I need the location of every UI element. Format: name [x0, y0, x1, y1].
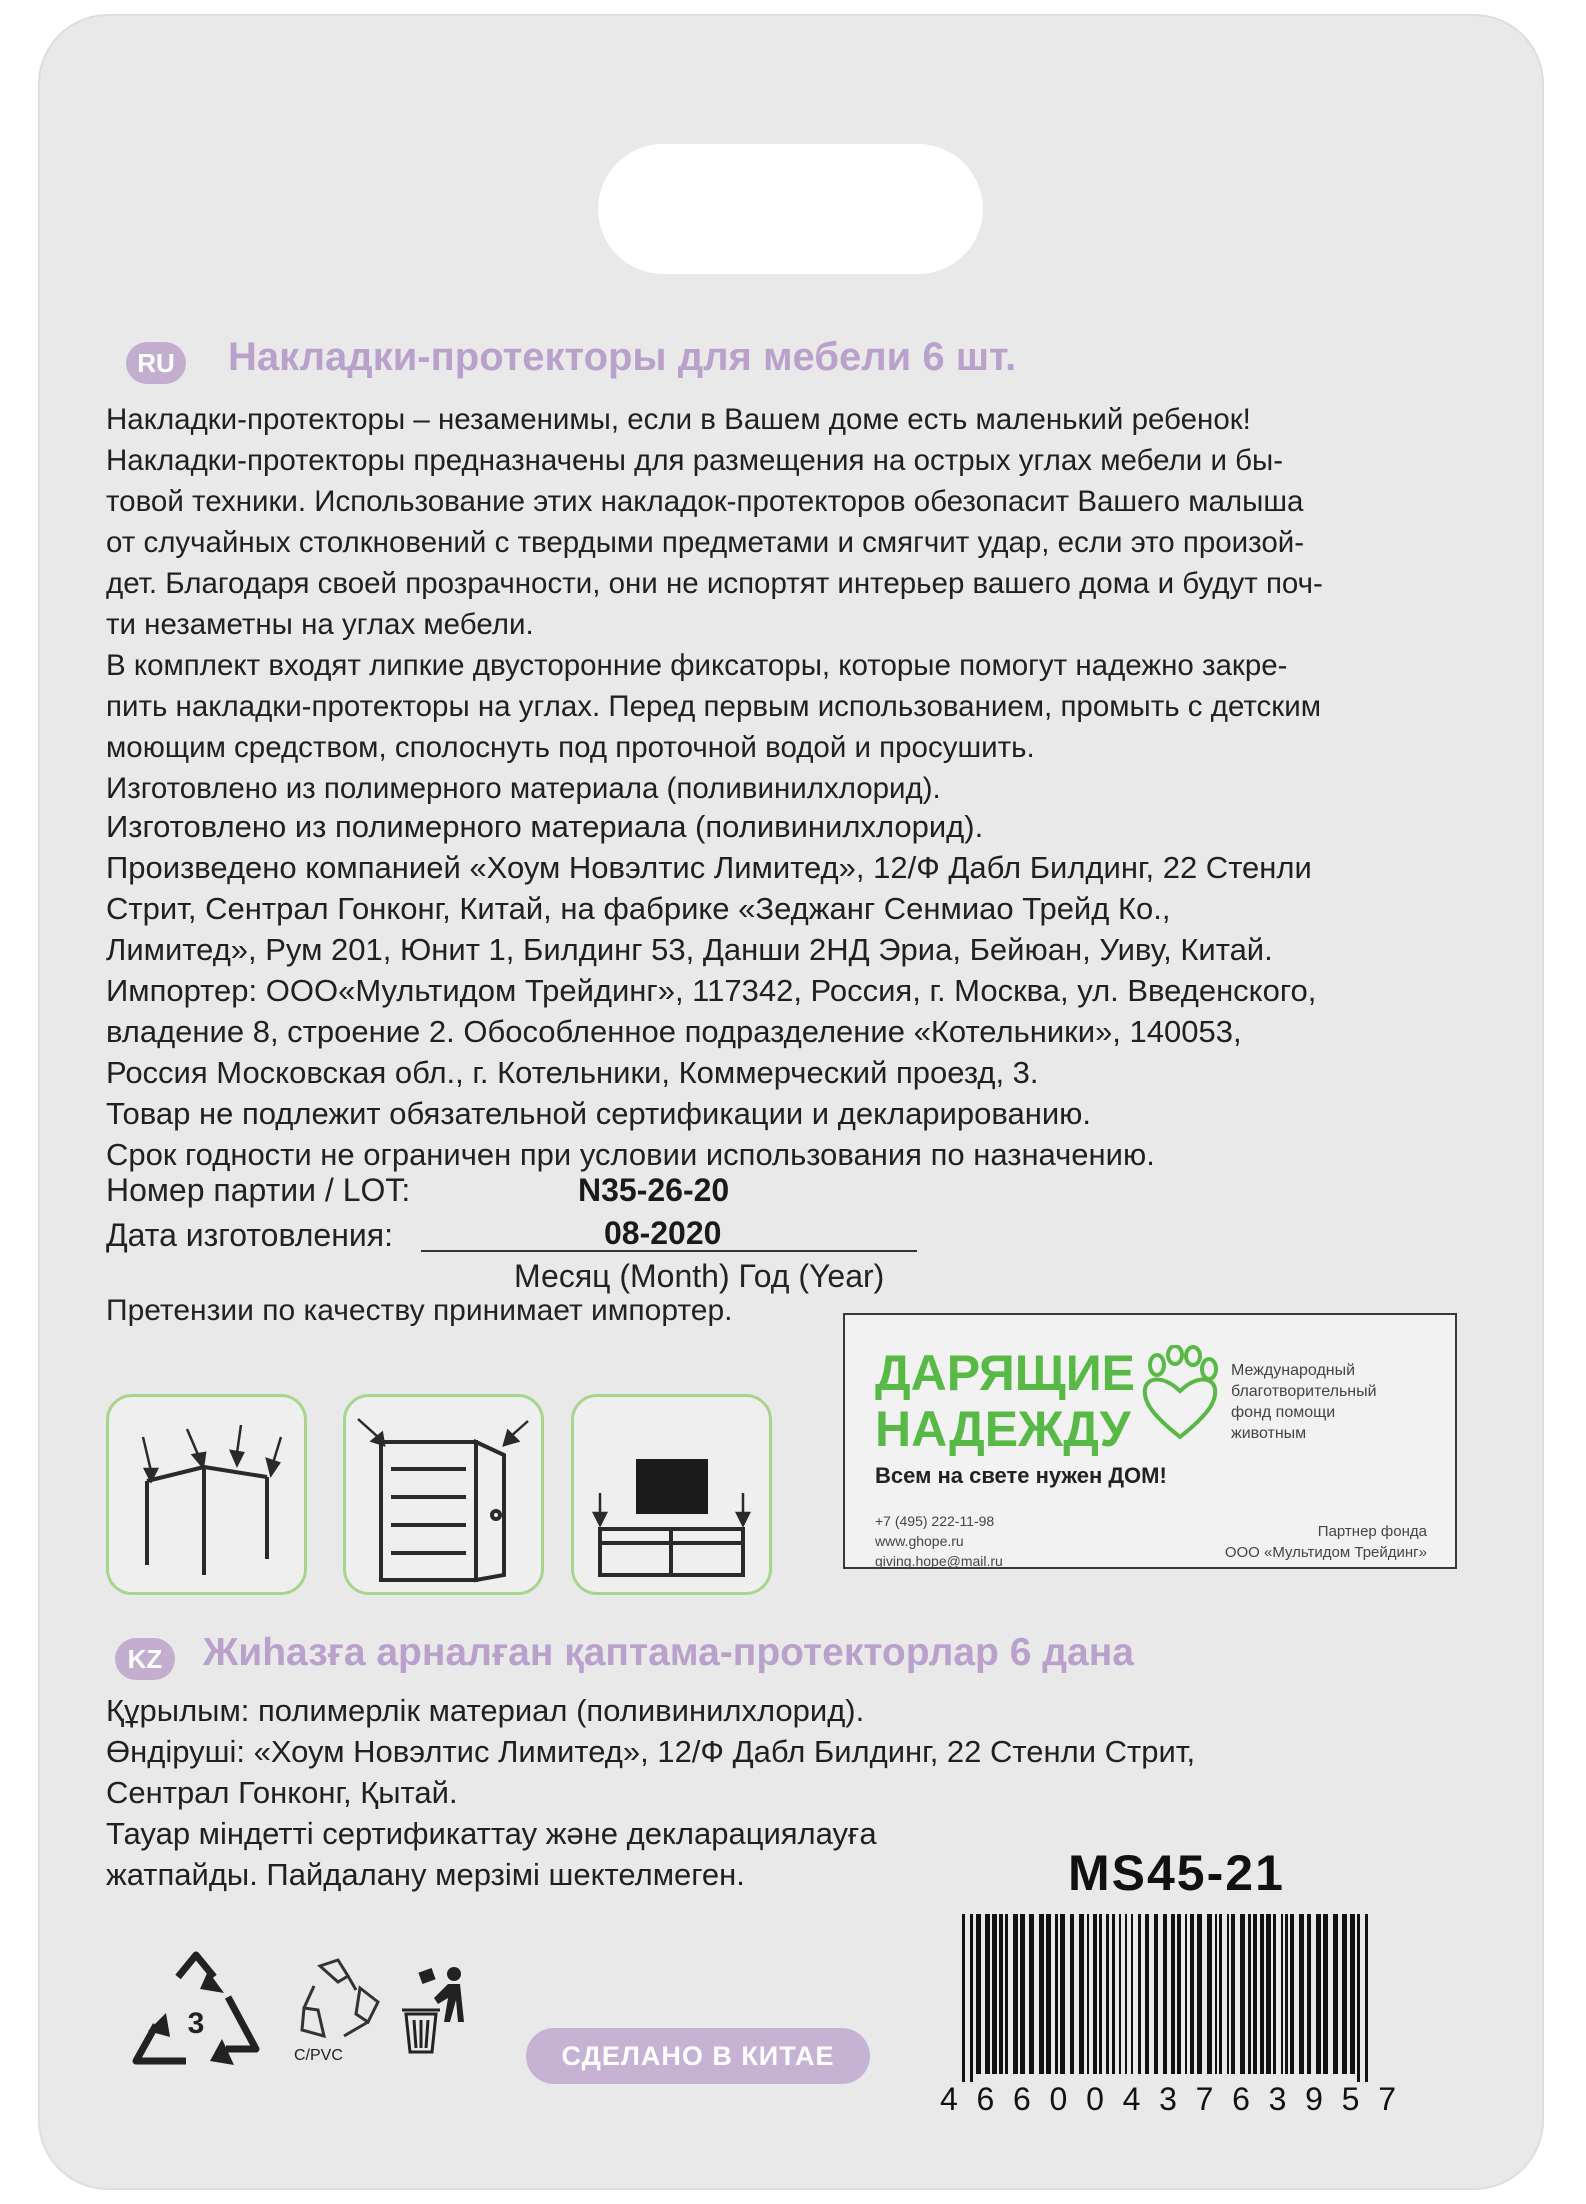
ru-manufacturer-info: [106, 806, 1316, 1175]
barcode-bar: [1281, 1914, 1283, 2074]
kz-line: Өндіруші: «Хоум Новэлтис Лимитед», 12/Ф Дабл Билдинг, 22 Стенли Стрит,: [106, 1734, 1196, 1769]
fund-site: www.ghope.ru: [875, 1533, 964, 1549]
ru-line: Накладки-протекторы – незаменимы, если в Вашем доме есть маленький ребенок!: [106, 403, 1251, 436]
barcode-bar: [1163, 1914, 1167, 2074]
barcode-digits: 4660043763957: [940, 2081, 1396, 2114]
barcode-bar: [1070, 1914, 1074, 2074]
barcode-bar: [1112, 1914, 1115, 2074]
lot-value: N35-26-20: [578, 1172, 730, 1208]
kz-line: жатпайды. Пайдалану мерзімі шектелмеген.: [106, 1857, 745, 1892]
date-value: 08-2020: [604, 1215, 722, 1251]
barcode-bar: [1171, 1914, 1175, 2074]
kz-line: Сентрал Гонконг, Қытай.: [106, 1775, 458, 1810]
barcode-bar: [1253, 1914, 1257, 2074]
fund-partner: [1225, 1521, 1427, 1563]
ru-line: Лимитед», Рум 201, Юнит 1, Билдинг 53, Данши 2НД Эриа, Бейюан, Уиву, Китай.: [106, 932, 1273, 967]
made-in-badge: СДЕЛАНО В КИТАЕ: [526, 2028, 870, 2084]
ru-title: Накладки-протекторы для мебели 6 шт.: [228, 335, 1017, 379]
date-label: Дата изготовления:: [106, 1217, 393, 1253]
ru-line: Произведено компанией «Хоум Новэлтис Лимитед», 12/Ф Дабл Билдинг, 22 Стенли: [106, 850, 1312, 885]
barcode-bar: [1138, 1914, 1141, 2074]
barcode-bar: [1125, 1914, 1127, 2074]
barcode-bar: [1154, 1914, 1158, 2074]
barcode-bar: [1307, 1914, 1311, 2074]
barcode-bar: [1231, 1914, 1235, 2074]
barcode-bar: [1299, 1914, 1304, 2074]
date-underline: [421, 1250, 917, 1252]
barcode-bar: [1145, 1914, 1149, 2074]
ru-line: дет. Благодаря своей прозрачности, они не испортят интерьер вашего дома и будут поч-: [106, 567, 1323, 600]
barcode-bar: [1190, 1914, 1194, 2074]
cabinet-usage-icon: [343, 1394, 544, 1595]
model-number: MS45-21: [1068, 1845, 1285, 1901]
barcode-bar: [1177, 1914, 1181, 2074]
ru-line: Стрит, Сентрал Гонконг, Китай, на фабрике «Зеджанг Сенмиао Трейд Ко.,: [106, 891, 1171, 926]
barcode-bar: [1357, 1914, 1360, 2082]
ru-description: [106, 399, 1323, 809]
tidyman-icon: [398, 1964, 476, 2056]
barcode-bar: [1060, 1914, 1065, 2074]
recycle-label: C/PVC: [294, 2047, 343, 2064]
fund-side-line: благотворительный: [1231, 1383, 1377, 1400]
barcode-bar: [1323, 1914, 1328, 2074]
fund-slogan: Всем на свете нужен ДОМ!: [875, 1463, 1167, 1488]
barcode-bar: [1219, 1914, 1222, 2074]
ru-line: от случайных столкновений с твердыми предметами и смягчит удар, если это произой-: [106, 526, 1305, 559]
claims-text: Претензии по качеству принимает импортер.: [106, 1294, 733, 1327]
kz-line: Тауар міндетті сертификаттау және декларациялауға: [106, 1816, 877, 1851]
barcode-bar: [1273, 1914, 1276, 2074]
date-hint: Месяц (Month) Год (Year): [514, 1258, 885, 1294]
barcode-bar: [1185, 1914, 1187, 2074]
kz-title: Жиһазға арналған қаптама-протекторлар 6 дана: [203, 1631, 1134, 1674]
barcode-bar: [1099, 1914, 1102, 2074]
paw-heart-icon: [1135, 1345, 1225, 1445]
ru-line: Срок годности не ограничен при условии использования по назначению.: [106, 1137, 1155, 1172]
ru-line: ти незаметны на углах мебели.: [106, 608, 534, 641]
barcode-bar: [1093, 1914, 1097, 2074]
barcode-bar: [1333, 1914, 1338, 2074]
barcode-bar: [1079, 1914, 1084, 2074]
ru-line: пить накладки-протекторы на углах. Перед первым использованием, промыть с детским: [106, 690, 1321, 723]
barcode-bar: [1290, 1914, 1294, 2074]
barcode-bar: [976, 1914, 981, 2074]
fund-contacts: [875, 1511, 1003, 1571]
barcode-bar: [1087, 1914, 1089, 2074]
barcode-bar: [1316, 1914, 1321, 2074]
package-back-card: [38, 14, 1544, 2190]
barcode-bar: [1240, 1914, 1245, 2074]
ru-line: Импортер: ООО«Мультидом Трейдинг», 117342, Россия, г. Москва, ул. Введенского,: [106, 973, 1317, 1008]
barcode-bar: [1248, 1914, 1251, 2074]
barcode-bar: [1039, 1914, 1044, 2074]
ru-line: Накладки-протекторы предназначены для размещения на острых углах мебели и бы-: [106, 444, 1284, 477]
ru-line: Товар не подлежит обязательной сертификации и декларированию.: [106, 1096, 1092, 1131]
barcode-bar: [1013, 1914, 1018, 2074]
barcode-bar: [999, 1914, 1003, 2074]
fund-phone: +7 (495) 222-11-98: [875, 1513, 995, 1529]
barcode-bar: [1106, 1914, 1109, 2074]
barcode-bar: [992, 1914, 997, 2074]
charity-fund-box: [843, 1313, 1457, 1569]
ru-line: В комплект входят липкие двусторонние фиксаторы, которые помогут надежно закре-: [106, 649, 1288, 682]
barcode-bar: [1197, 1914, 1202, 2074]
ru-line: товой техники. Использование этих накладок-протекторов обезопасит Вашего малыша: [106, 485, 1304, 518]
barcode-bar: [1215, 1914, 1217, 2074]
recycle-cpvc-icon: [290, 1956, 386, 2044]
barcode-bar: [962, 1914, 965, 2082]
barcode-bar: [985, 1914, 990, 2074]
recycle-code: 3: [187, 2007, 205, 2040]
barcode-bar: [1055, 1914, 1058, 2074]
fund-partner-name: ООО «Мультидом Трейдинг»: [1224, 1544, 1427, 1561]
fund-partner-label: Партнер фонда: [1317, 1523, 1427, 1540]
barcode-bar: [1020, 1914, 1025, 2074]
barcode-bar: [1119, 1914, 1121, 2074]
fund-description: [1231, 1360, 1377, 1444]
fund-side-line: фонд помощи: [1231, 1404, 1336, 1421]
barcode-bar: [1285, 1914, 1288, 2074]
barcode-bar: [1227, 1914, 1229, 2074]
lot-label: Номер партии / LOT:: [106, 1172, 411, 1208]
fund-logo-title: [875, 1345, 1135, 1457]
kz-description: [106, 1690, 1195, 1895]
fund-title-line: НАДЕЖДУ: [875, 1401, 1131, 1457]
barcode-bar: [1207, 1914, 1212, 2074]
barcode-bar: [1342, 1914, 1347, 2074]
fund-side-line: животным: [1231, 1425, 1307, 1442]
ru-line: Изготовлено из полимерного материала (поливинилхлорид).: [106, 809, 984, 844]
barcode-bar: [1260, 1914, 1264, 2074]
fund-title-line: ДАРЯЩИЕ: [875, 1345, 1136, 1401]
fund-email: giving.hope@mail.ru: [875, 1553, 1003, 1569]
ru-line: моющим средством, сполоснуть под проточной водой и просушить.: [106, 731, 1035, 764]
barcode-bar: [1131, 1914, 1133, 2074]
recycle-3-icon: [126, 1949, 266, 2074]
kz-badge: KZ: [115, 1638, 175, 1680]
barcode-bar: [1029, 1914, 1034, 2074]
barcode-bar: [1350, 1914, 1355, 2074]
ru-line: Россия Московская обл., г. Котельники, Коммерческий проезд, 3.: [106, 1055, 1039, 1090]
barcode-bar: [1266, 1914, 1271, 2074]
kz-line: Құрылым: полимерлік материал (поливинилхлорид).: [106, 1693, 865, 1728]
corner-usage-icon: [106, 1394, 307, 1595]
ru-line: Изготовлено из полимерного материала (поливинилхлорид).: [106, 772, 941, 805]
ru-line: владение 8, строение 2. Обособленное подразделение «Котельники», 140053,: [106, 1014, 1242, 1049]
barcode-bar: [1046, 1914, 1051, 2074]
hang-hole: [598, 144, 983, 274]
ru-badge: RU: [126, 342, 186, 384]
tv-stand-usage-icon: [571, 1394, 772, 1595]
barcode-bar: [1365, 1914, 1368, 2082]
barcode-bar: [1005, 1914, 1008, 2074]
fund-side-line: Международный: [1231, 1362, 1356, 1379]
barcode-bar: [970, 1914, 973, 2082]
barcode: [940, 1914, 1400, 2114]
